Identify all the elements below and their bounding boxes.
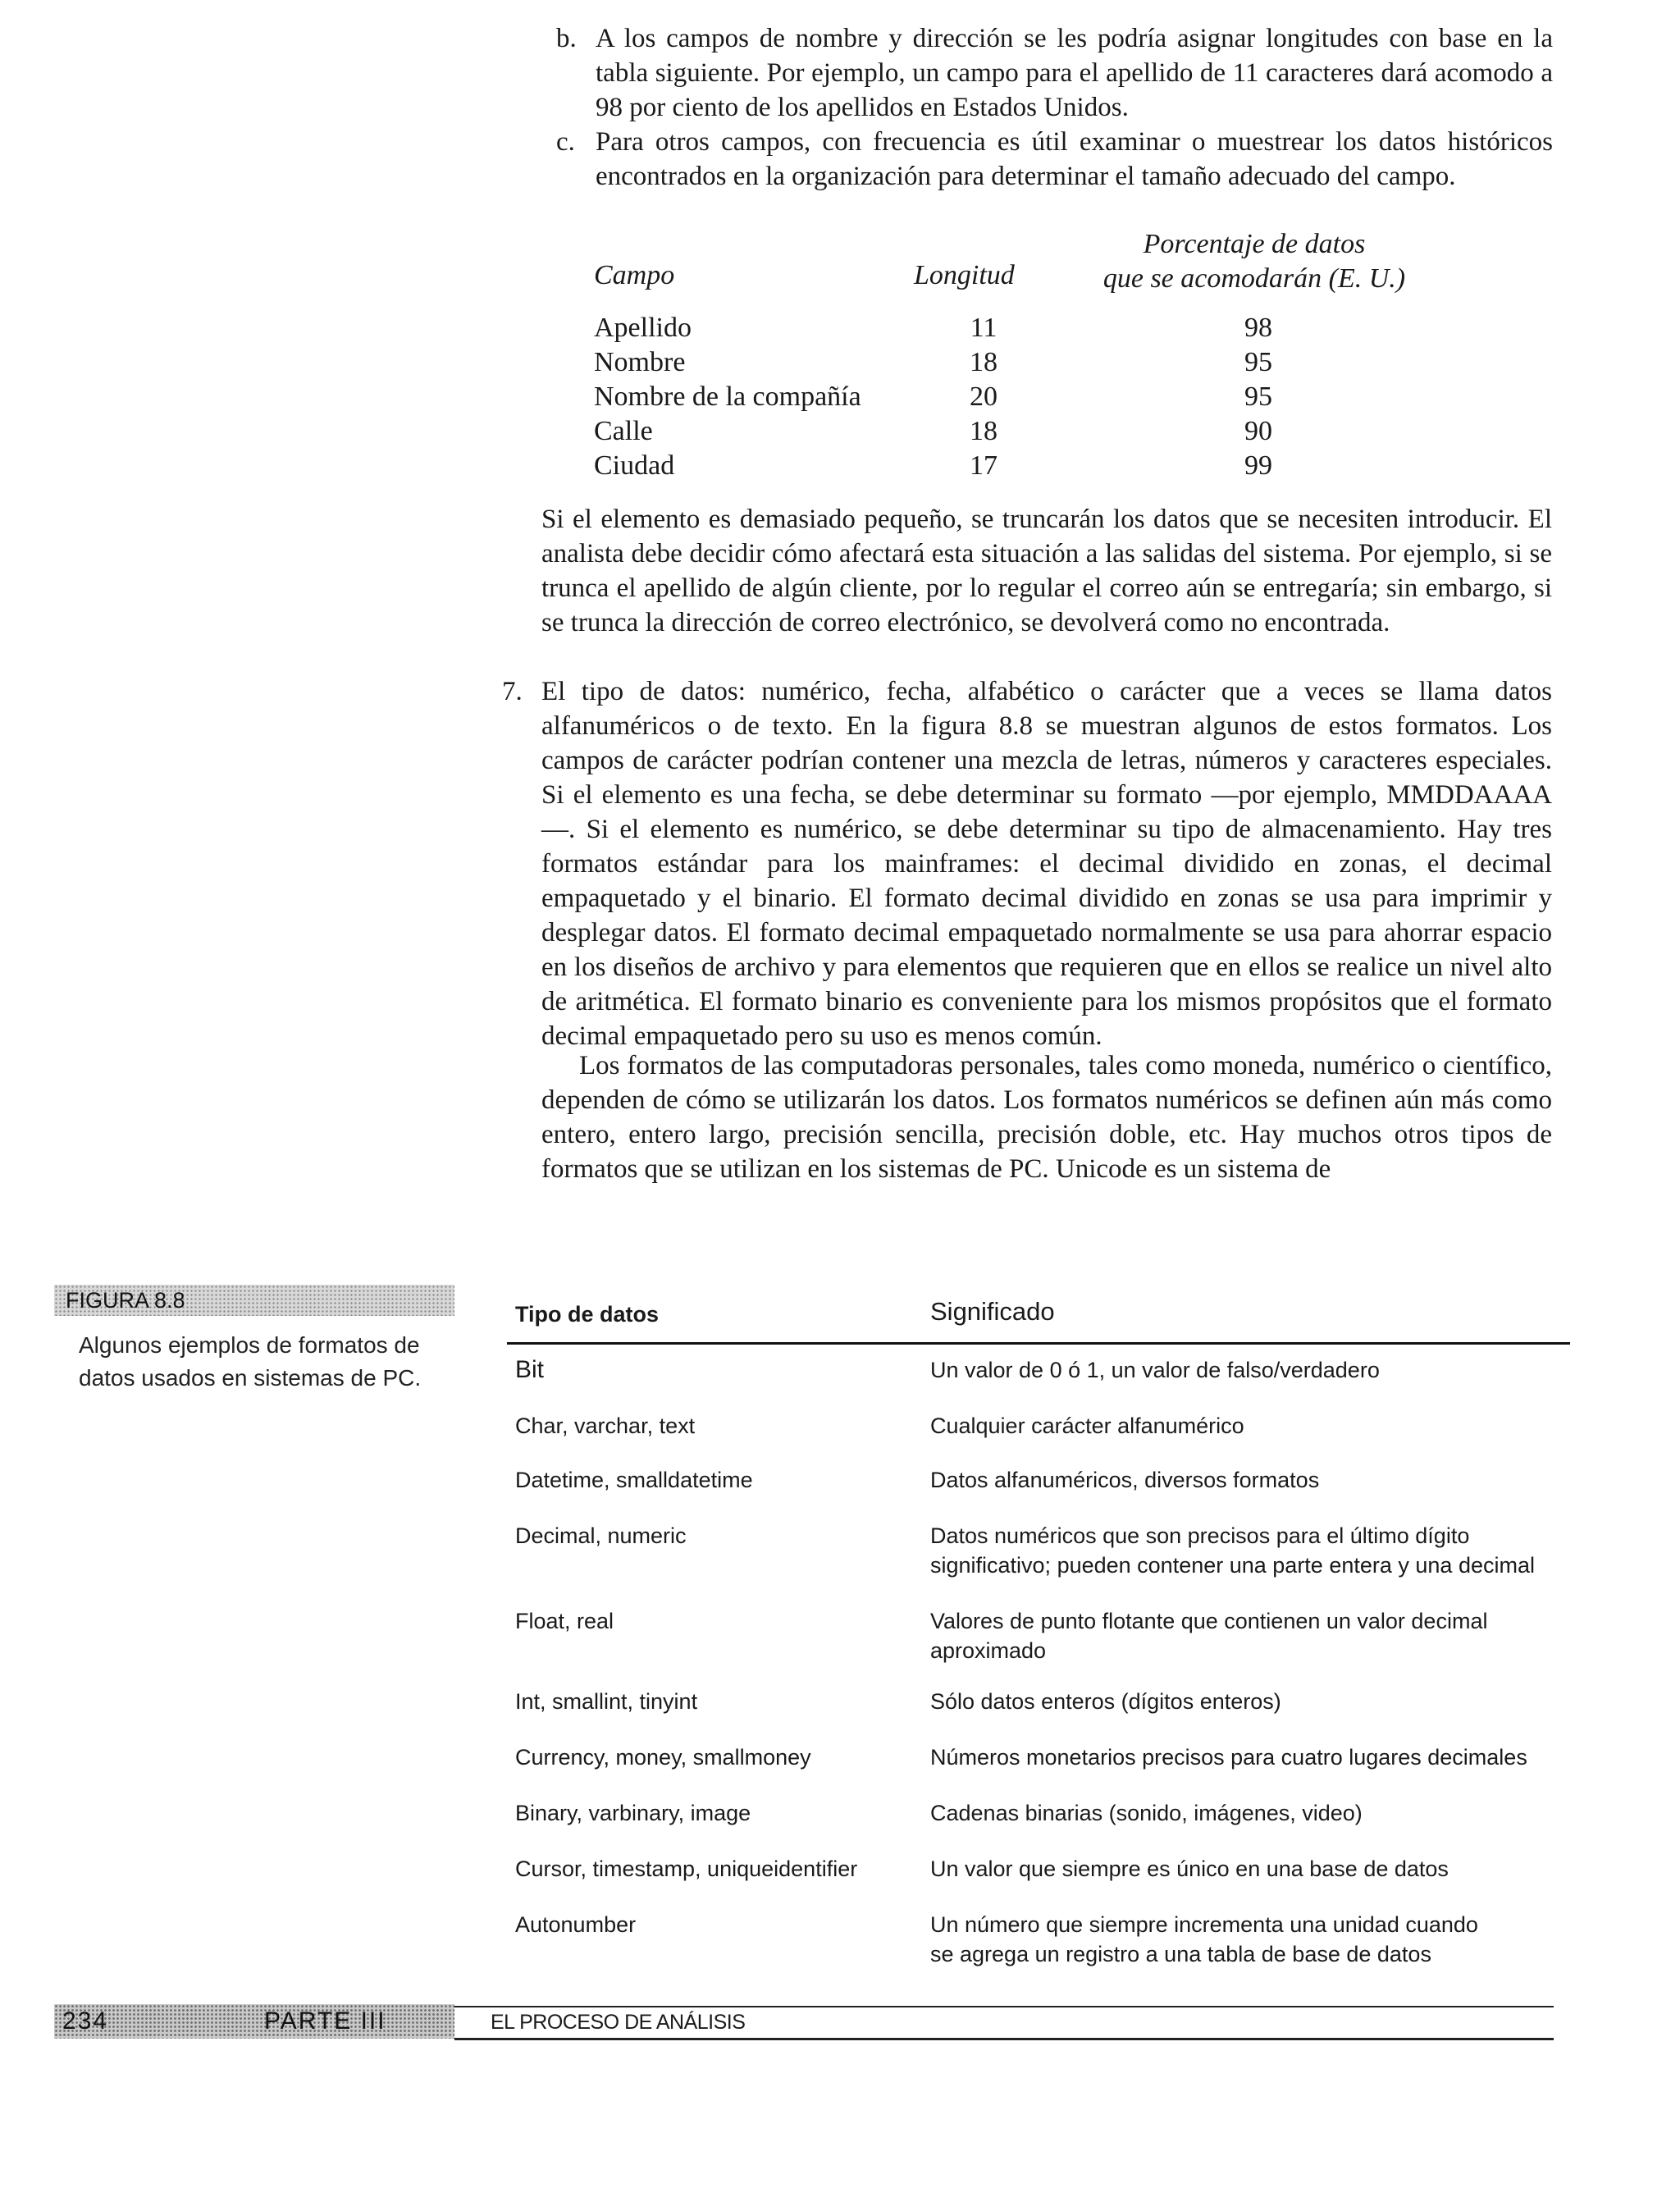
types-table-header (515, 1298, 1565, 1345)
cell-longitud: 20 (970, 381, 998, 412)
cell-longitud: 11 (970, 313, 998, 343)
cell-significado: Datos alfanuméricos, diversos formatos (930, 1468, 1320, 1492)
cell-porcentaje: 99 (1244, 450, 1272, 481)
cell-tipo: Currency, money, smallmoney (515, 1745, 811, 1770)
cell-longitud: 18 (970, 416, 998, 446)
cell-tipo: Autonumber (515, 1912, 637, 1937)
list-letter: b. (556, 24, 577, 53)
cell-significado: Datos numéricos que son precisos para el último dígito significativo; pueden contener una parte entera y una decimal (930, 1523, 1535, 1578)
cell-significado: Valores de punto flotante que contienen un valor decimal aproximado (930, 1609, 1488, 1663)
table-header-rule (507, 1342, 1570, 1345)
table-row (594, 311, 1463, 345)
table-row (594, 449, 1463, 483)
header-tipo: Tipo de datos (515, 1302, 660, 1327)
footer-band (54, 2004, 454, 2039)
header-campo: Campo (594, 260, 675, 290)
cell-significado: Un número que siempre incrementa una unidad cuando se agrega un registro a una tabla de base de datos (930, 1912, 1478, 1966)
footer-rule-bottom (454, 2038, 1554, 2040)
list-text: El tipo de datos: numérico, fecha, alfabético o carácter que a veces se llama datos alfanuméricos o de texto. En la figura 8.8 se muestran algunos de estos formatos. Los campos de carácter podrían contener una mezcla de letras, números y caracteres especiales. Si el elemento es una fecha, se debe determinar su formato —por ejemplo, MMDDAAAA—. Si el elemento es numérico, se debe determinar su tipo de almacenamiento. Hay tres formatos estándar para los mainframes: el decimal dividido en zonas, el decimal empaquetado y el binario. El formato decimal dividido en zonas se usa para imprimir y desplegar datos. El formato decimal empaquetado normalmente se usa para ahorrar espacio en los diseños de archivo y para elementos que requieren que en ellos se realice un nivel alto de aritmética. El formato binario es conveniente para los mismos propósitos que el formato decimal empaquetado pero su uso es menos común. (541, 677, 1552, 1051)
list-letter: c. (556, 127, 575, 157)
cell-significado: Números monetarios precisos para cuatro lugares decimales (930, 1745, 1527, 1770)
part-label: PARTE III (264, 2007, 386, 2035)
list-number: 7. (502, 677, 523, 706)
cell-tipo: Bit (515, 1356, 545, 1383)
cell-significado: Un valor que siempre es único en una base de datos (930, 1857, 1449, 1881)
cell-porcentaje: 95 (1244, 347, 1272, 377)
list-item-c (556, 125, 1553, 194)
cell-porcentaje: 98 (1244, 313, 1272, 343)
cell-tipo: Int, smallint, tinyint (515, 1689, 698, 1714)
table-row (594, 380, 1463, 414)
cell-porcentaje: 90 (1244, 416, 1272, 446)
list-item-b (556, 21, 1553, 125)
cell-significado: Cualquier carácter alfanumérico (930, 1414, 1244, 1438)
cell-significado: Cadenas binarias (sonido, imágenes, video) (930, 1801, 1363, 1825)
paragraph-truncation: Si el elemento es demasiado pequeño, se truncarán los datos que se necesiten introducir. El analista debe decidir cómo afectará esta situación a las salidas del sistema. Por ejemplo, si se trunca el apellido de algún cliente, por lo regular el correo aún se entregaría; sin embargo, si se trunca la dirección de correo electrónico, se devolverá como no encontrada. (541, 505, 1552, 637)
cell-significado: Sólo datos enteros (dígitos enteros) (930, 1689, 1281, 1714)
cell-tipo: Char, varchar, text (515, 1414, 696, 1438)
data-types-table (515, 1297, 1565, 1966)
table-row (594, 345, 1463, 380)
cell-tipo: Decimal, numeric (515, 1523, 687, 1548)
header-longitud: Longitud (914, 260, 1015, 290)
cell-significado: Un valor de 0 ó 1, un valor de falso/verdadero (930, 1358, 1380, 1382)
paragraph-pc-formats: Los formatos de las computadoras personales, tales como moneda, numérico o científico, dependen de cómo se utilizarán los datos. Los formatos numéricos se definen aún más como entero, entero largo, precisión sencilla, precisión doble, etc. Hay muchos otros tipos de formatos que se utilizan en los sistemas de PC. Unicode es un sistema de (541, 1051, 1552, 1184)
header-significado: Significado (930, 1297, 1055, 1326)
header-porcentaje-line1: Porcentaje de datos (1143, 229, 1366, 259)
cell-campo: Calle (594, 416, 653, 446)
figure-label: FIGURA 8.8 (54, 1285, 454, 1316)
field-table-body (594, 311, 1463, 483)
page-number: 234 (62, 2007, 109, 2035)
cell-tipo: Binary, varbinary, image (515, 1801, 751, 1825)
list-text: A los campos de nombre y dirección se les podría asignar longitudes con base en la tabla siguiente. Por ejemplo, un campo para el apellido de 11 caracteres dará acomodo a 98 por ciento de los apellidos en Estados Unidos. (596, 24, 1553, 122)
list-text: Para otros campos, con frecuencia es útil examinar o muestrear los datos históricos encontrados en la organización para determinar el tamaño adecuado del campo. (596, 127, 1553, 191)
cell-tipo: Float, real (515, 1609, 614, 1633)
cell-longitud: 17 (970, 450, 998, 481)
cell-campo: Apellido (594, 313, 692, 343)
cell-campo: Ciudad (594, 450, 675, 481)
header-porcentaje (1078, 227, 1431, 296)
cell-campo: Nombre (594, 347, 686, 377)
cell-campo: Nombre de la compañía (594, 381, 861, 412)
cell-tipo: Datetime, smalldatetime (515, 1468, 753, 1492)
cell-longitud: 18 (970, 347, 998, 377)
cell-tipo: Cursor, timestamp, uniqueidentifier (515, 1857, 858, 1881)
cell-porcentaje: 95 (1244, 381, 1272, 412)
table-row (594, 414, 1463, 449)
sublist-bc (556, 21, 1553, 194)
figure-caption: Algunos ejemplos de formatos de datos usados en sistemas de PC. (79, 1332, 422, 1391)
section-title: EL PROCESO DE ANÁLISIS (491, 2011, 746, 2034)
field-length-table (594, 227, 1463, 483)
header-porcentaje-line2: que se acomodarán (E. U.) (1102, 263, 1406, 294)
list-item-7 (502, 674, 1552, 1053)
field-table-header (594, 227, 1463, 301)
